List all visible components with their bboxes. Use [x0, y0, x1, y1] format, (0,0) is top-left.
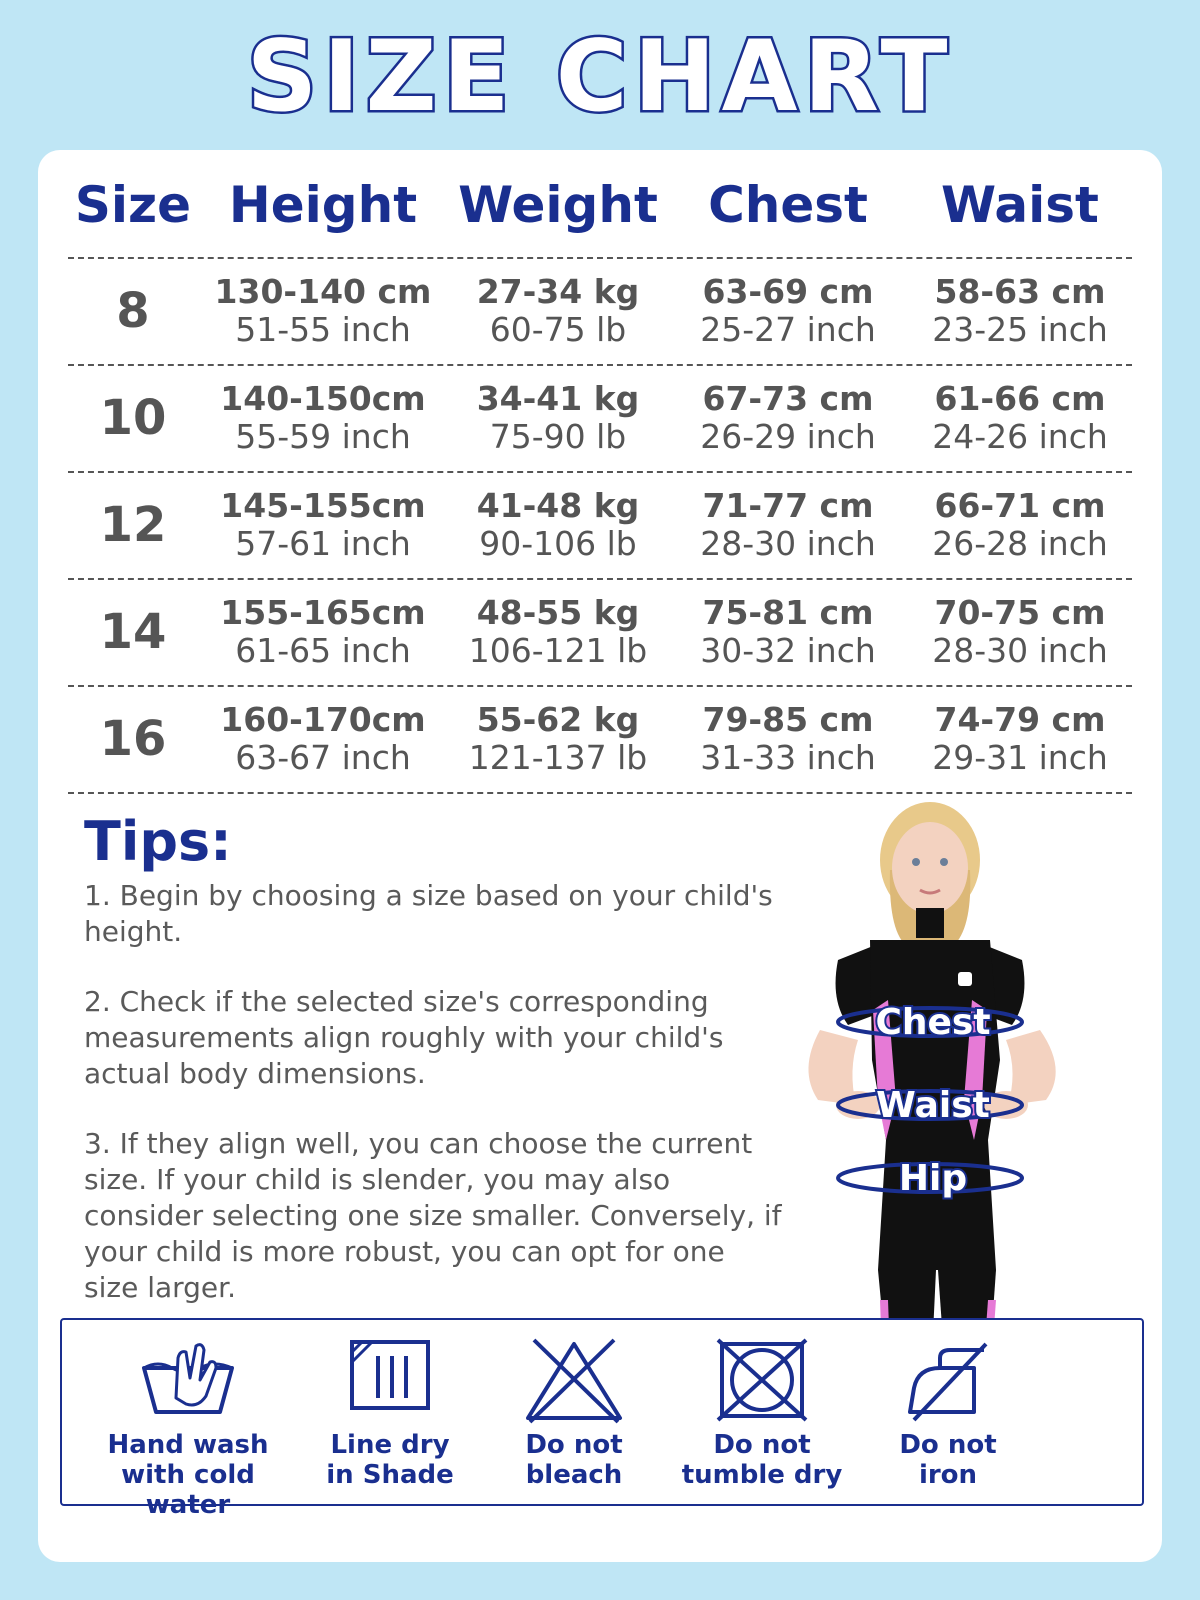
height-cell — [198, 380, 448, 456]
height-cm: 140-150cm — [220, 379, 426, 418]
size-cell: 12 — [99, 497, 167, 553]
care-instructions — [60, 1318, 1144, 1520]
chest-cm: 75-81 cm — [702, 593, 874, 632]
tip-item-1: 1. Begin by choosing a size based on your child's height. — [84, 879, 773, 948]
tips-heading: Tips: — [84, 810, 232, 873]
chest-cell — [668, 701, 908, 777]
weight-kg: 41-48 kg — [476, 486, 640, 525]
waist-inch: 24-26 inch — [932, 417, 1108, 456]
weight-lb: 106-121 lb — [468, 631, 648, 670]
header-chest: Chest — [708, 176, 868, 234]
header-weight: Weight — [458, 176, 658, 234]
page-title: SIZE CHART — [246, 20, 954, 134]
height-cm: 155-165cm — [220, 593, 426, 632]
line-dry-shade-icon — [348, 1338, 432, 1414]
weight-kg: 34-41 kg — [476, 379, 640, 418]
table-header — [68, 175, 1132, 235]
no-bleach-icon — [522, 1338, 626, 1424]
chest-inch: 31-33 inch — [700, 738, 876, 777]
brand-logo-icon — [958, 972, 972, 986]
care-line-1: Do not — [899, 1430, 997, 1460]
no-iron-icon — [900, 1338, 996, 1422]
hand-wash-icon — [138, 1338, 238, 1422]
care-label — [474, 1430, 674, 1490]
height-cell — [198, 487, 448, 563]
tip-item-2: 2. Check if the selected size's corresponding measurements align roughly with your child's actual body dimensions. — [84, 985, 724, 1090]
row-divider — [68, 792, 1132, 794]
chest-inch: 25-27 inch — [700, 310, 876, 349]
care-label — [662, 1430, 862, 1490]
waist-cm: 74-79 cm — [934, 700, 1106, 739]
chest-inch: 28-30 inch — [700, 524, 876, 563]
care-line-1: Do not — [713, 1430, 811, 1460]
waist-inch: 23-25 inch — [932, 310, 1108, 349]
weight-lb: 90-106 lb — [479, 524, 637, 563]
header-height: Height — [228, 176, 418, 234]
waist-cell — [908, 487, 1132, 563]
care-line-2: with cold water — [121, 1460, 255, 1520]
chest-cm: 79-85 cm — [702, 700, 874, 739]
height-cell — [198, 273, 448, 349]
care-line-2: bleach — [525, 1460, 623, 1490]
table-row — [68, 580, 1132, 685]
care-line-1: Do not — [525, 1430, 623, 1460]
care-line-1: Line dry — [330, 1430, 450, 1460]
height-cm: 145-155cm — [220, 486, 426, 525]
weight-kg: 55-62 kg — [476, 700, 640, 739]
height-cm: 160-170cm — [220, 700, 426, 739]
height-inch: 57-61 inch — [235, 524, 411, 563]
care-line-2: tumble dry — [681, 1460, 843, 1490]
header-waist: Waist — [941, 176, 1099, 234]
size-cell: 8 — [116, 283, 150, 339]
weight-lb: 60-75 lb — [489, 310, 627, 349]
no-tumble-dry-icon — [714, 1338, 810, 1422]
header-size: Size — [74, 176, 192, 234]
height-cell — [198, 594, 448, 670]
chest-cell — [668, 380, 908, 456]
size-cell: 16 — [99, 711, 167, 767]
chest-cm: 63-69 cm — [702, 272, 874, 311]
chest-inch: 30-32 inch — [700, 631, 876, 670]
weight-cell — [448, 273, 668, 349]
chest-cm: 67-73 cm — [702, 379, 874, 418]
tip-item-3: 3. If they align well, you can choose the current size. If your child is slender, you may also consider selecting one size smaller. Conversely, if your child is more robust, you can opt for one size larger. — [84, 1127, 782, 1304]
chest-cm: 71-77 cm — [702, 486, 874, 525]
waist-label: Waist — [876, 1085, 990, 1126]
table-row — [68, 259, 1132, 364]
care-label — [88, 1430, 288, 1520]
care-no-iron — [848, 1320, 1048, 1504]
height-inch: 61-65 inch — [235, 631, 411, 670]
waist-cm: 70-75 cm — [934, 593, 1106, 632]
hip-label: Hip — [898, 1158, 968, 1199]
waist-cell — [908, 701, 1132, 777]
care-line-dry — [290, 1320, 490, 1504]
care-no-tumble-dry — [662, 1320, 862, 1504]
height-inch: 63-67 inch — [235, 738, 411, 777]
waist-cell — [908, 594, 1132, 670]
height-inch: 55-59 inch — [235, 417, 411, 456]
size-cell: 14 — [99, 604, 167, 660]
care-no-bleach — [474, 1320, 674, 1504]
weight-lb: 75-90 lb — [489, 417, 627, 456]
weight-cell — [448, 594, 668, 670]
waist-cm: 66-71 cm — [934, 486, 1106, 525]
height-cell — [198, 701, 448, 777]
weight-cell — [448, 380, 668, 456]
weight-kg: 27-34 kg — [476, 272, 640, 311]
care-line-2: in Shade — [326, 1460, 454, 1490]
chest-label: Chest — [875, 1002, 991, 1043]
table-row — [68, 687, 1132, 792]
waist-inch: 29-31 inch — [932, 738, 1108, 777]
waist-inch: 28-30 inch — [932, 631, 1108, 670]
weight-cell — [448, 701, 668, 777]
size-chart-card — [38, 150, 1162, 1562]
weight-lb: 121-137 lb — [468, 738, 648, 777]
care-line-1: Hand wash — [107, 1430, 269, 1460]
waist-cm: 58-63 cm — [934, 272, 1106, 311]
waist-cell — [908, 380, 1132, 456]
care-label — [290, 1430, 490, 1490]
waist-cell — [908, 273, 1132, 349]
weight-kg: 48-55 kg — [476, 593, 640, 632]
waist-inch: 26-28 inch — [932, 524, 1108, 563]
care-line-2: iron — [918, 1460, 978, 1490]
height-inch: 51-55 inch — [235, 310, 411, 349]
care-label — [848, 1430, 1048, 1490]
table-row — [68, 473, 1132, 578]
height-cm: 130-140 cm — [214, 272, 432, 311]
chest-cell — [668, 273, 908, 349]
chest-inch: 26-29 inch — [700, 417, 876, 456]
weight-cell — [448, 487, 668, 563]
waist-cm: 61-66 cm — [934, 379, 1106, 418]
chest-cell — [668, 594, 908, 670]
care-hand-wash — [88, 1320, 288, 1520]
chest-cell — [668, 487, 908, 563]
table-row — [68, 366, 1132, 471]
size-cell: 10 — [99, 390, 167, 446]
